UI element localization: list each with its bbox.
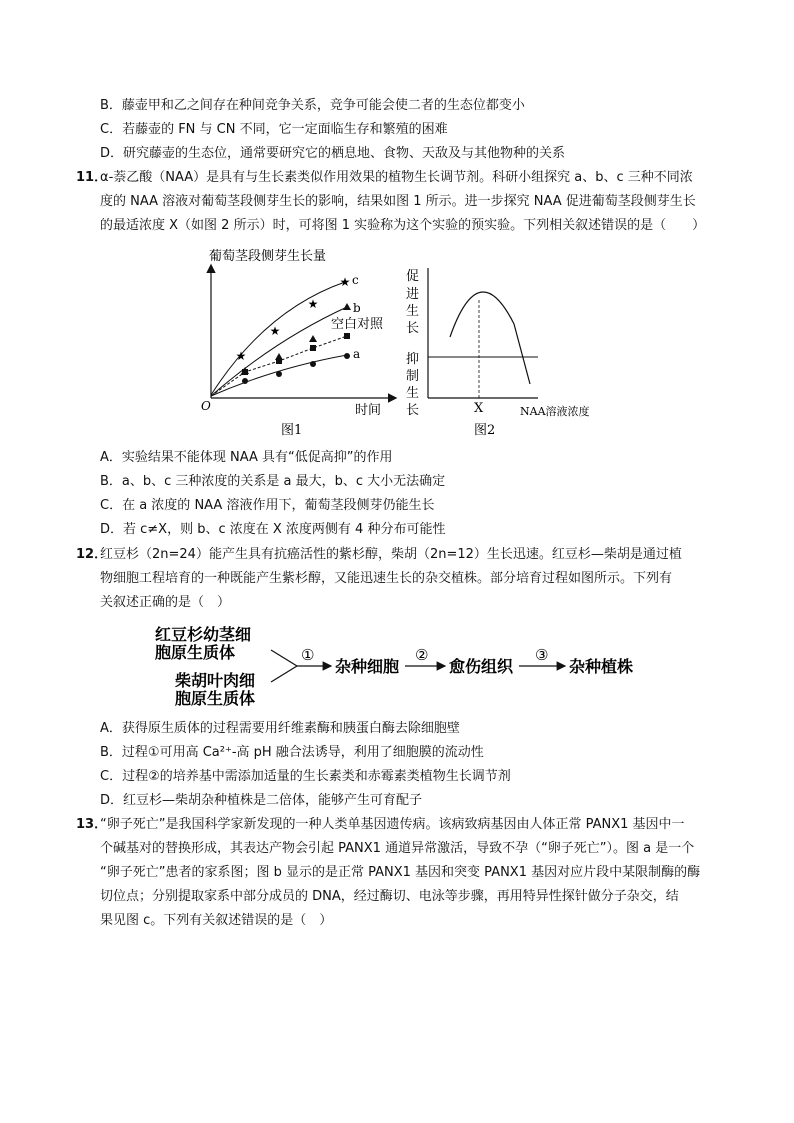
fig2-xmark: X bbox=[474, 401, 484, 416]
flow-source1-line2: 胞原生质体 bbox=[155, 643, 236, 662]
q13-stem-line1: “卵子死亡”是我国科学家新发现的一种人类单基因遗传病。该病致病基因由人体正常 PANX1 基因中一 bbox=[100, 817, 685, 832]
flow-step-2: ② bbox=[415, 646, 429, 664]
fig1-point-a3 bbox=[310, 361, 316, 367]
q12-option-b: B．过程①可用高 Ca²⁺-高 pH 融合法诱导，利用了细胞膜的流动性 bbox=[100, 745, 484, 760]
q13-stem-line3: “卵子死亡”患者的家系图；图 b 显示的是正常 PANX1 基因和突变 PANX1 基因对应片段中某限制酶的酶 bbox=[100, 865, 701, 880]
q11-stem-line1: α-萘乙酸（NAA）是具有与生长素类似作用效果的植物生长调节剂。科研小组探究 a、b、c 三种不同浓 bbox=[100, 170, 693, 185]
q11-option-a: A．实验结果不能体现 NAA 具有“低促高抑”的作用 bbox=[100, 450, 393, 465]
fig1-point-a1 bbox=[242, 378, 248, 384]
q11-stem-line3: 的最适浓度 X（如图 2 所示）时，可将图 1 实验称为这个实验的预实验。下列相关叙述错误的是（ ） bbox=[100, 218, 706, 233]
q11-option-d: D．若 c≠X，则 b、c 浓度在 X 浓度两侧有 4 种分布可能性 bbox=[100, 522, 446, 537]
q12-option-c: C．过程②的培养基中需添加适量的生长素类和赤霉素类植物生长调节剂 bbox=[100, 769, 511, 784]
fig2-curve bbox=[450, 292, 530, 384]
q10-option-d: D．研究藤壶的生态位，通常要研究它的栖息地、食物、天敌及与其他物种的关系 bbox=[100, 146, 566, 161]
fig1-point-a4 bbox=[344, 353, 350, 359]
fig2-ylabel-promote-4: 长 bbox=[406, 321, 420, 336]
fig1-label-b: b bbox=[353, 301, 361, 315]
q11-stem-line2: 度的 NAA 溶液对葡萄茎段侧芽生长的影响，结果如图 1 所示。进一步探究 NAA 促进葡萄茎段侧芽生长 bbox=[100, 194, 696, 209]
fig2-ylabel-promote-3: 生 bbox=[406, 304, 420, 319]
q13-number: 13． bbox=[76, 817, 108, 832]
fig1-point-b3 bbox=[309, 335, 317, 342]
flow-node-hybrid-plant: 杂种植株 bbox=[569, 657, 634, 676]
fig1-point-control3 bbox=[310, 345, 316, 351]
fig2-ylabel-promote-2: 进 bbox=[406, 287, 420, 302]
q11-option-c: C．在 a 浓度的 NAA 溶液作用下，葡萄茎段侧芽仍能生长 bbox=[100, 498, 435, 513]
flow-source2-line1: 柴胡叶肉细 bbox=[175, 671, 256, 690]
fig1-curve-b bbox=[211, 307, 347, 396]
fig2-ylabel-inhibit-4: 长 bbox=[406, 403, 420, 418]
flow-node-callus: 愈伤组织 bbox=[449, 657, 514, 676]
fig1-point-c1: ★ bbox=[235, 349, 247, 363]
fig2-xlabel: NAA溶液浓度 bbox=[520, 405, 590, 418]
q13-stem-line2: 个碱基对的替换形成，其表达产物会引起 PANX1 通道异常激活，导致不孕（“卵子死亡”）。图 a 是一个 bbox=[100, 841, 695, 856]
fig1-point-b4 bbox=[343, 303, 351, 310]
fig1-label-a: a bbox=[353, 347, 361, 361]
fig2-caption: 图2 bbox=[474, 423, 496, 438]
q13-stem-line4: 切位点；分别提取家系中部分成员的 DNA，经过酶切、电泳等步骤，再用特异性探针做分子杂交，结 bbox=[100, 889, 679, 904]
fig1-point-c2: ★ bbox=[269, 324, 281, 338]
fig1-point-c4: ★ bbox=[339, 275, 351, 289]
q12-option-a: A．获得原生质体的过程需要用纤维素酶和胰蛋白酶去除细胞壁 bbox=[100, 721, 460, 736]
q12-stem-line1: 红豆杉（2n=24）能产生具有抗癌活性的紫杉醇，柴胡（2n=12）生长迅速。红豆杉—柴胡是通过植 bbox=[100, 547, 682, 562]
fig1-curve-c bbox=[211, 282, 345, 395]
fig1-point-control4 bbox=[344, 333, 350, 339]
fig1-label-c: c bbox=[352, 273, 359, 287]
flow-step-1: ① bbox=[301, 646, 315, 664]
fig2-ylabel-inhibit-2: 制 bbox=[406, 369, 420, 384]
fig1-point-control1 bbox=[242, 369, 248, 375]
fig1-origin: O bbox=[201, 399, 211, 413]
fig1-point-a2 bbox=[276, 371, 282, 377]
fig2-ylabel-inhibit-3: 生 bbox=[406, 386, 420, 401]
fig1-point-control2 bbox=[276, 358, 282, 364]
fig2-ylabel-inhibit-1: 抑 bbox=[406, 352, 420, 367]
flow-node-hybrid-cell: 杂种细胞 bbox=[335, 657, 400, 676]
q13-stem-line5: 果见图 c。下列有关叙述错误的是（ ） bbox=[100, 913, 333, 928]
fig1-label-control: 空白对照 bbox=[331, 317, 384, 332]
q11-option-b: B．a、b、c 三种浓度的关系是 a 最大，b、c 大小无法确定 bbox=[100, 474, 446, 489]
fig1-caption: 图1 bbox=[281, 423, 303, 438]
flow-source2-line2: 胞原生质体 bbox=[175, 689, 256, 708]
q12-option-d: D．红豆杉—柴胡杂种植株是二倍体，能够产生可育配子 bbox=[100, 793, 423, 808]
q11-number: 11． bbox=[76, 170, 108, 185]
q12-stem-line2: 物细胞工程培育的一种既能产生紫杉醇，又能迅速生长的杂交植株。部分培育过程如图所示。下列有 bbox=[100, 571, 673, 586]
fig2-ylabel-promote-1: 促 bbox=[406, 269, 420, 284]
figure-2 bbox=[402, 262, 608, 440]
q10-option-b: B．藤壶甲和乙之间存在种间竞争关系，竞争可能会使二者的生态位都变小 bbox=[100, 98, 525, 113]
q12-number: 12． bbox=[76, 547, 108, 562]
fig1-ylabel: 葡萄茎段侧芽生长量 bbox=[209, 249, 327, 264]
flow-source1-line1: 红豆杉幼茎细 bbox=[155, 625, 252, 644]
q10-option-c: C．若藤壶的 FN 与 CN 不同，它一定面临生存和繁殖的困难 bbox=[100, 122, 448, 137]
fig1-xlabel: 时间 bbox=[355, 403, 382, 418]
fusion-flow-diagram bbox=[145, 618, 665, 718]
q12-stem-line3: 关叙述正确的是（ ） bbox=[100, 595, 231, 610]
figure-1 bbox=[195, 240, 415, 440]
flow-step-3: ③ bbox=[535, 646, 549, 664]
fig1-point-c3: ★ bbox=[307, 297, 319, 311]
flow-merge-bracket bbox=[271, 650, 297, 682]
